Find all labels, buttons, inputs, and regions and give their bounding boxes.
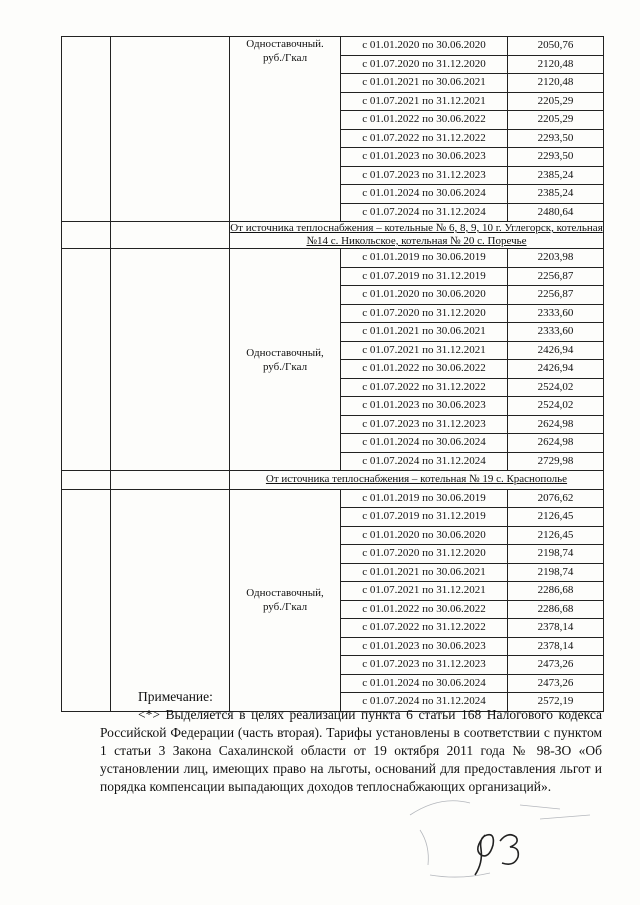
tariff-period: с 01.01.2021 по 30.06.2021 (341, 74, 508, 93)
tariff-period: с 01.07.2022 по 31.12.2022 (341, 619, 508, 638)
tariff-value: 2572,19 (508, 693, 604, 712)
tariff-value: 2050,76 (508, 37, 604, 56)
note-title: Примечание: (138, 689, 213, 704)
tariff-table-container (61, 36, 603, 712)
tariff-value: 2256,87 (508, 267, 604, 286)
tariff-value: 2256,87 (508, 286, 604, 305)
index-cell (62, 489, 111, 711)
handwritten-page-mark (400, 775, 600, 885)
blank-cell (111, 249, 230, 471)
tariff-row (62, 37, 604, 56)
tariff-period: с 01.01.2020 по 30.06.2020 (341, 526, 508, 545)
tariff-value: 2286,68 (508, 582, 604, 601)
tariff-value: 2126,45 (508, 508, 604, 527)
tariff-value: 2293,50 (508, 148, 604, 167)
tariff-period: с 01.07.2021 по 31.12.2021 (341, 341, 508, 360)
index-cell (62, 222, 111, 249)
heat-source-title: От источника теплоснабжения – котельные № 6, 8, 9, 10 г. Углегорск, котельная №14 с. Никольское, котельная № 20 с. Поречье (230, 222, 603, 247)
tariff-value: 2426,94 (508, 341, 604, 360)
tariff-value: 2624,98 (508, 434, 604, 453)
tariff-value: 2333,60 (508, 304, 604, 323)
blank-cell (111, 222, 230, 249)
tariff-period: с 01.01.2020 по 30.06.2020 (341, 286, 508, 305)
tariff-value: 2120,48 (508, 55, 604, 74)
tariff-value: 2385,24 (508, 185, 604, 204)
tariff-period: с 01.07.2024 по 31.12.2024 (341, 452, 508, 471)
tariff-unit: Одноставочный. руб./Гкал (230, 37, 341, 222)
tariff-row (62, 489, 604, 508)
tariff-period: с 01.07.2022 по 31.12.2022 (341, 129, 508, 148)
tariff-row (62, 249, 604, 268)
tariff-value: 2198,74 (508, 563, 604, 582)
tariff-period: с 01.07.2022 по 31.12.2022 (341, 378, 508, 397)
tariff-period: с 01.01.2023 по 30.06.2023 (341, 397, 508, 416)
source-header-row (62, 471, 604, 490)
tariff-period: с 01.01.2022 по 30.06.2022 (341, 360, 508, 379)
tariff-table-body (62, 37, 604, 712)
tariff-value: 2473,26 (508, 656, 604, 675)
tariff-period: с 01.01.2021 по 30.06.2021 (341, 563, 508, 582)
blank-cell (111, 37, 230, 222)
index-cell (62, 37, 111, 222)
tariff-period: с 01.01.2023 по 30.06.2023 (341, 148, 508, 167)
tariff-period: с 01.07.2024 по 31.12.2024 (341, 693, 508, 712)
blank-cell (111, 489, 230, 711)
source-header-row (62, 222, 604, 249)
tariff-period: с 01.07.2019 по 31.12.2019 (341, 267, 508, 286)
tariff-period: с 01.01.2024 по 30.06.2024 (341, 674, 508, 693)
tariff-period: с 01.01.2022 по 30.06.2022 (341, 111, 508, 130)
tariff-value: 2203,98 (508, 249, 604, 268)
tariff-period: с 01.01.2020 по 30.06.2020 (341, 37, 508, 56)
tariff-value: 2198,74 (508, 545, 604, 564)
tariff-value: 2378,14 (508, 619, 604, 638)
tariff-table (61, 36, 604, 712)
tariff-value: 2729,98 (508, 452, 604, 471)
tariff-value: 2205,29 (508, 92, 604, 111)
tariff-value: 2524,02 (508, 397, 604, 416)
tariff-value: 2378,14 (508, 637, 604, 656)
tariff-period: с 01.01.2019 по 30.06.2019 (341, 489, 508, 508)
tariff-value: 2120,48 (508, 74, 604, 93)
heat-source-title: От источника теплоснабжения – котельная № 19 с. Краснополье (230, 471, 604, 490)
tariff-value: 2293,50 (508, 129, 604, 148)
tariff-period: с 01.07.2021 по 31.12.2021 (341, 582, 508, 601)
tariff-period: с 01.07.2023 по 31.12.2023 (341, 166, 508, 185)
tariff-period: с 01.01.2023 по 30.06.2023 (341, 637, 508, 656)
tariff-period: с 01.07.2024 по 31.12.2024 (341, 203, 508, 222)
tariff-value: 2426,94 (508, 360, 604, 379)
tariff-period: с 01.07.2021 по 31.12.2021 (341, 92, 508, 111)
tariff-value: 2286,68 (508, 600, 604, 619)
tariff-period: с 01.07.2023 по 31.12.2023 (341, 415, 508, 434)
tariff-value: 2333,60 (508, 323, 604, 342)
blank-cell (111, 471, 230, 490)
tariff-value: 2385,24 (508, 166, 604, 185)
note-text: <*> Выделяется в целях реализации пункта 6 статьи 168 Налогового кодекса Российской Федерации (часть вторая). Тарифы установлены в соответствии с пунктом 1 статьи 3 Закона Сахалинской области от 19 октября 2011 года № 98-ЗО «Об установлении лиц, имеющих право на льготы, оснований для предоставления льгот и порядка компенсации выпадающих доходов теплоснабжающих организаций». (100, 707, 602, 794)
tariff-unit: Одноставочный, руб./Гкал (230, 489, 341, 711)
tariff-value: 2524,02 (508, 378, 604, 397)
tariff-period: с 01.01.2021 по 30.06.2021 (341, 323, 508, 342)
tariff-value: 2126,45 (508, 526, 604, 545)
tariff-period: с 01.01.2024 по 30.06.2024 (341, 434, 508, 453)
index-cell (62, 471, 111, 490)
tariff-period: с 01.07.2023 по 31.12.2023 (341, 656, 508, 675)
tariff-period: с 01.01.2022 по 30.06.2022 (341, 600, 508, 619)
tariff-period: с 01.07.2020 по 31.12.2020 (341, 55, 508, 74)
tariff-unit: Одноставочный, руб./Гкал (230, 249, 341, 471)
tariff-value: 2624,98 (508, 415, 604, 434)
tariff-value: 2473,26 (508, 674, 604, 693)
tariff-period: с 01.07.2019 по 31.12.2019 (341, 508, 508, 527)
tariff-value: 2480,64 (508, 203, 604, 222)
index-cell (62, 249, 111, 471)
tariff-period: с 01.01.2019 по 30.06.2019 (341, 249, 508, 268)
tariff-period: с 01.07.2020 по 31.12.2020 (341, 545, 508, 564)
tariff-period: с 01.01.2024 по 30.06.2024 (341, 185, 508, 204)
tariff-period: с 01.07.2020 по 31.12.2020 (341, 304, 508, 323)
tariff-value: 2205,29 (508, 111, 604, 130)
tariff-value: 2076,62 (508, 489, 604, 508)
